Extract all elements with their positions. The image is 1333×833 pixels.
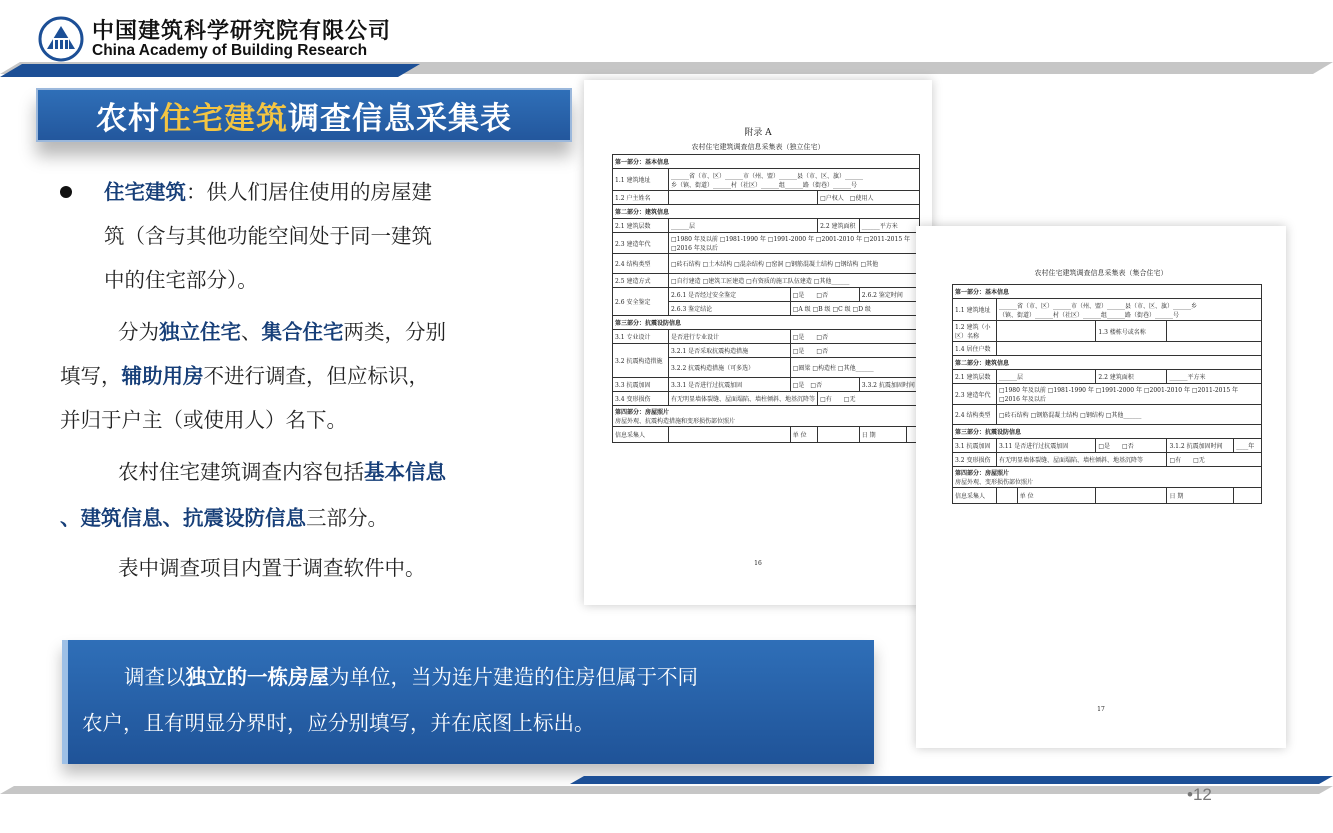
note-text-c: 为单位，当为连片建造的住房但属于不同: [329, 665, 698, 689]
doc2-row-sublabel: 有无明显墙体裂缝、屋面塌陷、墙柱倾斜、地基沉降等: [997, 453, 1167, 467]
doc1-row-value: □是 □否: [790, 378, 859, 392]
doc1-row-value: □是 □否: [790, 344, 919, 358]
doc1-row-value: □是 □否: [790, 330, 919, 344]
doc1-row-sublabel: 3.2.1 是否采取抗震构造措施: [669, 344, 791, 358]
doc2-row-sublabel: 3.1.2 抗震加固时间: [1167, 439, 1234, 453]
term-auxiliary-building: 辅助用房: [121, 364, 204, 388]
doc1-row-value: □有 □无: [818, 392, 920, 406]
doc2-row-label: 3.1 抗震加固: [953, 439, 997, 453]
doc1-row-value: □是 □否: [790, 288, 859, 302]
doc1-appendix-label: 附录 A: [744, 128, 772, 138]
doc1-row-label: 1.2 户主姓名: [613, 191, 669, 205]
term-basic-info: 基本信息: [364, 460, 446, 484]
paragraph-2-line-3: 并归于户主（或使用人）名下。: [60, 408, 347, 432]
doc2-row-sublabel: 3.11 是否进行过抗震加固: [997, 439, 1096, 453]
note-text-d: 农户，且有明显分界时，应分别填写，并在底图上标出。: [82, 711, 595, 735]
doc1-row-label: 2.5 建造方式: [613, 274, 669, 288]
doc2-form-title: 农村住宅建筑调查信息采集表（集合住宅）: [1034, 269, 1168, 277]
p2-text-e: 不进行调查，但应标识，: [203, 364, 429, 388]
doc2-row-blank: [997, 321, 1096, 342]
doc2-page-number: 17: [1097, 706, 1105, 713]
doc1-row-sublabel: 2.6.2 鉴定时间: [859, 288, 919, 302]
doc2-row-value: □1980 年及以前 □1981-1990 年 □1991-2000 年 □2001-2010 年 □2011-2015 年 □2016 年及以后: [997, 384, 1262, 405]
title-part1: 农村: [96, 100, 160, 137]
doc1-form-title: 农村住宅建筑调查信息采集表（独立住宅）: [691, 143, 825, 151]
doc2-row-value: ______平方米: [1167, 370, 1262, 384]
doc1-footer-date: 日 期: [859, 427, 907, 443]
term-detached-house: 独立住宅: [159, 320, 241, 344]
doc1-row-value: [669, 169, 920, 191]
doc1-row-sublabel: 3.3.2 抗震加固时间: [859, 378, 919, 392]
doc2-section-4-title: 第四部分：房屋照片: [955, 470, 1010, 477]
doc2-row-value: □砖石结构 □钢筋混凝土结构 □钢结构 □其他______: [997, 405, 1262, 425]
note-callout-box: [62, 640, 874, 764]
doc1-row-label: 3.3 抗震加固: [613, 378, 669, 392]
doc2-row-blank: [997, 342, 1262, 356]
paragraph-2-line-2: [60, 354, 560, 398]
doc1-row-sublabel: 是否进行专业设计: [669, 330, 791, 344]
term-building-seismic-info: 、建筑信息、抗震设防信息: [60, 506, 306, 530]
doc1-page-number: 16: [754, 560, 762, 567]
paragraph-2-line-1: [118, 310, 558, 354]
term-residential-building: 住宅建筑: [104, 180, 186, 204]
doc2-row-value: ______层: [997, 370, 1096, 384]
doc1-row-label: 2.2 建筑面积: [818, 219, 860, 233]
doc2-footer-unit: 单 位: [1017, 488, 1096, 504]
p2-text-a: 分为: [118, 320, 159, 344]
doc1-r11v-b: 乡（镇、街道）______村（社区）______组______路（街巷）______号: [671, 181, 858, 189]
org-name-en: China Academy of Building Research: [92, 42, 368, 59]
doc2-section-4: [953, 467, 1262, 488]
doc1-row-label: 2.1 建筑层数: [613, 219, 669, 233]
note-text-a: 调查以: [124, 665, 186, 689]
doc1-section-4-title: 第四部分：房屋照片: [615, 409, 670, 416]
doc1-footer-collector: 信息采集人: [613, 427, 669, 443]
term-collective-house: 集合住宅: [261, 320, 344, 344]
doc2-row-label: 1.2 建筑（小区）名称: [953, 321, 997, 342]
doc1-row-label: 3.1 专业设计: [613, 330, 669, 344]
doc1-row-value: □1980 年及以前 □1981-1990 年 □1991-2000 年 □2001-2010 年 □2011-2015 年 □2016 年及以后: [669, 233, 920, 254]
slide-page-number: •12: [1187, 785, 1212, 804]
p3-text-c: 三部分。: [306, 506, 388, 530]
doc2-row-value: ____年: [1234, 439, 1262, 453]
doc2-row-label: 1.4 居住户数: [953, 342, 997, 356]
doc2-row-label: 2.4 结构类型: [953, 405, 997, 425]
doc2-row-label: 1.1 建筑地址: [953, 299, 997, 321]
note-text: [82, 654, 872, 746]
doc1-row-value: □户权人 □使用人: [818, 191, 920, 205]
p2-text-d: 填写，: [60, 364, 122, 388]
doc1-row-sublabel: 3.3.1 是否进行过抗震加固: [669, 378, 791, 392]
org-name-cn: 中国建筑科学研究院有限公司: [92, 18, 392, 44]
doc1-row-sublabel: 3.2.2 抗震构造措施（可多选）: [669, 358, 791, 378]
paragraph-1-line-2: 筑（含与其他功能空间处于同一建筑: [104, 224, 432, 248]
doc2-r11v-b: （镇、街道）______村（社区）______组______路（街巷）______号: [999, 311, 1180, 319]
doc2-row-label: 2.1 建筑层数: [953, 370, 997, 384]
paragraph-4: 表中调查项目内置于调查软件中。: [118, 556, 426, 580]
doc2-r11v-a: ______省（市、区）______市（州、盟）______县（市、区、旗）______乡: [999, 302, 1198, 310]
doc1-section-1: 第一部分：基本信息: [613, 155, 920, 169]
footer-divider-line: [0, 766, 1333, 796]
p3-text-a: 农村住宅建筑调查内容包括: [118, 460, 364, 484]
doc1-row-sublabel: 有无明显墙体裂缝、屋面塌陷、墙柱倾斜、地基沉降等: [669, 392, 818, 406]
title-part2: 调查信息采集表: [288, 100, 512, 137]
doc1-row-label: 2.6 安全鉴定: [613, 288, 669, 316]
doc1-row-value: ______层: [669, 219, 818, 233]
form-document-collective-house: [916, 226, 1286, 748]
doc2-row-blank: [1167, 321, 1262, 342]
doc1-section-4: [613, 406, 920, 427]
doc1-row-label: 3.4 变形损伤: [613, 392, 669, 406]
paragraph-1-line-1: [104, 170, 564, 214]
doc1-row-label: 2.3 建造年代: [613, 233, 669, 254]
doc1-row-sublabel: 2.6.1 是否经过安全鉴定: [669, 288, 791, 302]
doc2-section-4-desc: 房屋外观、变形损伤部位照片: [955, 479, 1034, 486]
doc1-row-value: ______平方米: [859, 219, 919, 233]
doc2-row-value: □有 □无: [1167, 453, 1262, 467]
doc2-section-2: 第二部分：建筑信息: [953, 356, 1262, 370]
page-title: [38, 90, 570, 140]
paragraph-3-line-1: [118, 450, 558, 494]
note-term-single-building: 独立的一栋房屋: [185, 665, 329, 689]
form-document-detached-house: [584, 80, 932, 605]
doc2-form-table: [952, 284, 1262, 504]
doc2-row-value: [997, 299, 1262, 321]
doc2-footer-collector: 信息采集人: [953, 488, 997, 504]
paragraph-1-line-3: 中的住宅部分）。: [104, 268, 258, 292]
title-banner: [36, 88, 572, 142]
bullet-dot: [60, 186, 72, 198]
header: [0, 0, 1333, 80]
doc1-row-label: 3.2 抗震构造措施: [613, 344, 669, 378]
p1-text-a: ：供人们居住使用的房屋建: [186, 180, 432, 204]
doc2-section-1: 第一部分：基本信息: [953, 285, 1262, 299]
doc2-row-label: 2.2 建筑面积: [1096, 370, 1167, 384]
title-highlight: 住宅建筑: [160, 100, 288, 137]
doc2-row-label: 1.3 楼栋号或名称: [1096, 321, 1167, 342]
doc2-footer-date: 日 期: [1167, 488, 1234, 504]
doc2-row-label: 3.2 变形损伤: [953, 453, 997, 467]
doc1-row-value: □A 级 □B 级 □C 级 □D 级: [790, 302, 919, 316]
p2-text-c: 两类，分别: [343, 320, 446, 344]
doc1-form-table: [612, 154, 920, 443]
doc1-row-label: 1.1 建筑地址: [613, 169, 669, 191]
doc1-row-value: □圈梁 □构造柱 □其他______: [790, 358, 919, 378]
doc1-row-value: □砖石结构 □土木结构 □混杂结构 □窑洞 □钢筋混凝土结构 □钢结构 □其他: [669, 254, 920, 274]
doc2-section-3: 第三部分：抗震设防信息: [953, 425, 1262, 439]
doc2-row-value: □是 □否: [1096, 439, 1167, 453]
doc1-row-label: 2.4 结构类型: [613, 254, 669, 274]
doc1-section-2: 第二部分：建筑信息: [613, 205, 920, 219]
doc1-row-blank: [669, 191, 818, 205]
doc1-footer-unit: 单 位: [790, 427, 817, 443]
doc1-row-value: □自行建造 □建筑工匠建造 □有资质的施工队伍建造 □其他______: [669, 274, 920, 288]
doc1-section-3: 第三部分：抗震设防信息: [613, 316, 920, 330]
p2-sep: 、: [241, 320, 262, 344]
doc1-row-sublabel: 2.6.3 鉴定结论: [669, 302, 791, 316]
doc1-r11v-a: ______省（市、区）______市（州、盟）______县（市、区、旗）______: [671, 172, 864, 180]
doc1-section-4-desc: 房屋外观、抗震构造措施和变形损伤部位照片: [615, 418, 736, 425]
header-divider-line: [0, 0, 1333, 80]
paragraph-3-line-2: [60, 496, 560, 540]
doc2-row-label: 2.3 建造年代: [953, 384, 997, 405]
